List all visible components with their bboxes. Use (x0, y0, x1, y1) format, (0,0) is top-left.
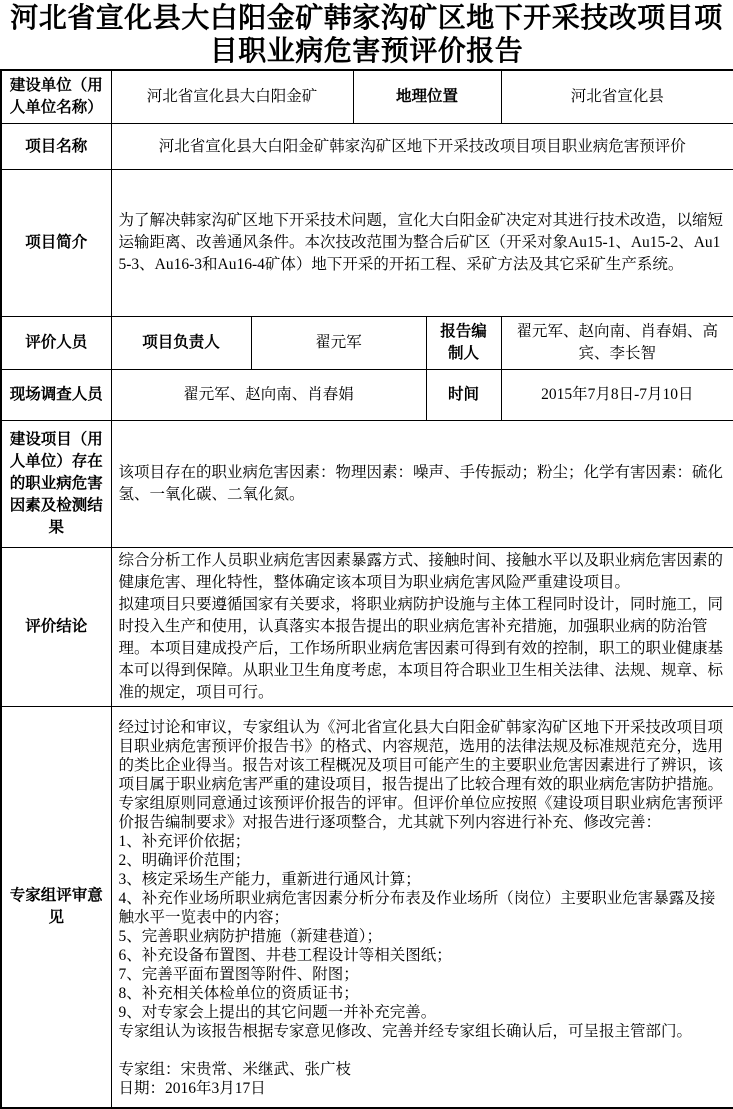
expert-review-item: 6、补充设备布置图、井巷工程设计等相关图纸； (118, 947, 452, 964)
project-name-value: 河北省宣化县大白阳金矿韩家沟矿区地下开采技改项目项目职业病危害预评价 (111, 124, 733, 170)
expert-review-item: 4、补充作业场所职业病危害因素分析分布表及作业场所（岗位）主要职业危害暴露及接触水平一览表中的内容； (118, 890, 716, 926)
geographic-location-value: 河北省宣化县 (501, 70, 733, 124)
hazard-factors-label: 建设项目（用人单位）存在的职业病危害因素及检测结果 (1, 421, 111, 548)
row-evaluators (1, 317, 733, 370)
expert-review-item: 9、对专家会上提出的其它问题一并补充完善。 (118, 1004, 437, 1021)
row-conclusion (1, 548, 733, 707)
evaluators-label: 评价人员 (1, 317, 111, 370)
row-hazard-factors (1, 421, 733, 548)
row-project-brief (1, 170, 733, 317)
expert-review-item: 2、明确评价范围； (118, 852, 251, 869)
expert-review-item: 5、完善职业病防护措施（新建巷道）； (118, 928, 383, 945)
hazard-factors-value: 该项目存在的职业病危害因素：物理因素：噪声、手传振动；粉尘；化学有害因素：硫化氢、一氧化碳、二氧化氮。 (111, 421, 733, 548)
conclusion-paragraph: 综合分析工作人员职业病危害因素暴露方式、接触时间、接触水平以及职业病危害因素的健康危害、理化特性，整体确定该本项目为职业病危害风险严重建设项目。 (118, 552, 724, 591)
project-brief-label: 项目简介 (1, 170, 111, 317)
blank-line (119, 1041, 727, 1060)
expert-group-names: 专家组：宋贵常、米继武、张广枝 (118, 1061, 352, 1078)
row-expert-review (1, 707, 733, 1109)
report-compilers-label: 报告编制人 (426, 317, 501, 370)
expert-review-item: 1、补充评价依据； (118, 833, 251, 850)
expert-review-value (111, 707, 733, 1109)
project-name-label: 项目名称 (1, 124, 111, 170)
time-value: 2015年7月8日-7月10日 (501, 370, 733, 421)
geographic-location-label: 地理位置 (353, 70, 501, 124)
row-site-survey (1, 370, 733, 421)
expert-review-label: 专家组评审意见 (1, 707, 111, 1109)
conclusion-paragraph: 拟建项目只要遵循国家有关要求，将职业病防护设施与主体工程同时设计，同时施工，同时投入生产和使用，认真落实本报告提出的职业病危害补充措施，加强职业病的防治管理。本项目建成投产后，工作场所职业病危害因素可得到有效的控制，职工的职业健康基本可以得到保障。从职业卫生角度考虑，本项目符合职业卫生相关法律、法规、规章、标准的规定，项目可行。 (118, 596, 724, 701)
review-date: 日期：2016年3月17日 (118, 1080, 266, 1097)
construction-unit-label: 建设单位（用人单位名称） (1, 70, 111, 124)
conclusion-label: 评价结论 (1, 548, 111, 707)
report-compilers-value: 翟元军、赵向南、肖春娟、高宾、李长智 (501, 317, 733, 370)
site-survey-value: 翟元军、赵向南、肖春娟 (111, 370, 426, 421)
project-leader-value: 翟元军 (251, 317, 426, 370)
project-brief-value: 为了解决韩家沟矿区地下开采技术问题，宣化大白阳金矿决定对其进行技术改造，以缩短运输距离、改善通风条件。本次技改范围为整合后矿区（开采对象Au15-1、Au15-2、Au15-3、Au16-3和Au16-4矿体）地下开采的开拓工程、采矿方法及其它采矿生产系统。 (111, 170, 733, 317)
report-info-table (0, 69, 733, 1109)
row-project-name (1, 124, 733, 170)
expert-review-closing: 专家组认为该报告根据专家意见修改、完善并经专家组长确认后，可呈报主管部门。 (118, 1023, 693, 1040)
project-leader-label: 项目负责人 (111, 317, 251, 370)
expert-review-intro: 经过讨论和审议，专家组认为《河北省宣化县大白阳金矿韩家沟矿区地下开采技改项目项目职业病危害预评价报告书》的格式、内容规范，选用的法律法规及标准规范充分，选用的类比企业得当。报告对该工程概况及项目可能产生的主要职业危害因素进行了辨识，该项目属于职业病危害严重的建设项目，报告提出了比较合理有效的职业病危害防护措施。专家组原则同意通过该预评价报告的评审。但评价单位应按照《建设项目职业病危害预评价报告编制要求》对报告进行逐项整合，尤其就下列内容进行补充、修改完善： (118, 719, 724, 831)
expert-review-item: 8、补充相关体检单位的资质证书； (118, 985, 359, 1002)
time-label: 时间 (426, 370, 501, 421)
conclusion-value (111, 548, 733, 707)
document-title: 河北省宣化县大白阳金矿韩家沟矿区地下开采技改项目项目职业病危害预评价报告 (10, 3, 723, 67)
expert-review-item: 7、完善平面布置图等附件、附图； (118, 966, 359, 983)
row-construction-unit (1, 70, 733, 124)
expert-review-item: 3、核定采场生产能力，重新进行通风计算； (118, 871, 421, 888)
site-survey-label: 现场调查人员 (1, 370, 111, 421)
construction-unit-value: 河北省宣化县大白阳金矿 (111, 70, 353, 124)
